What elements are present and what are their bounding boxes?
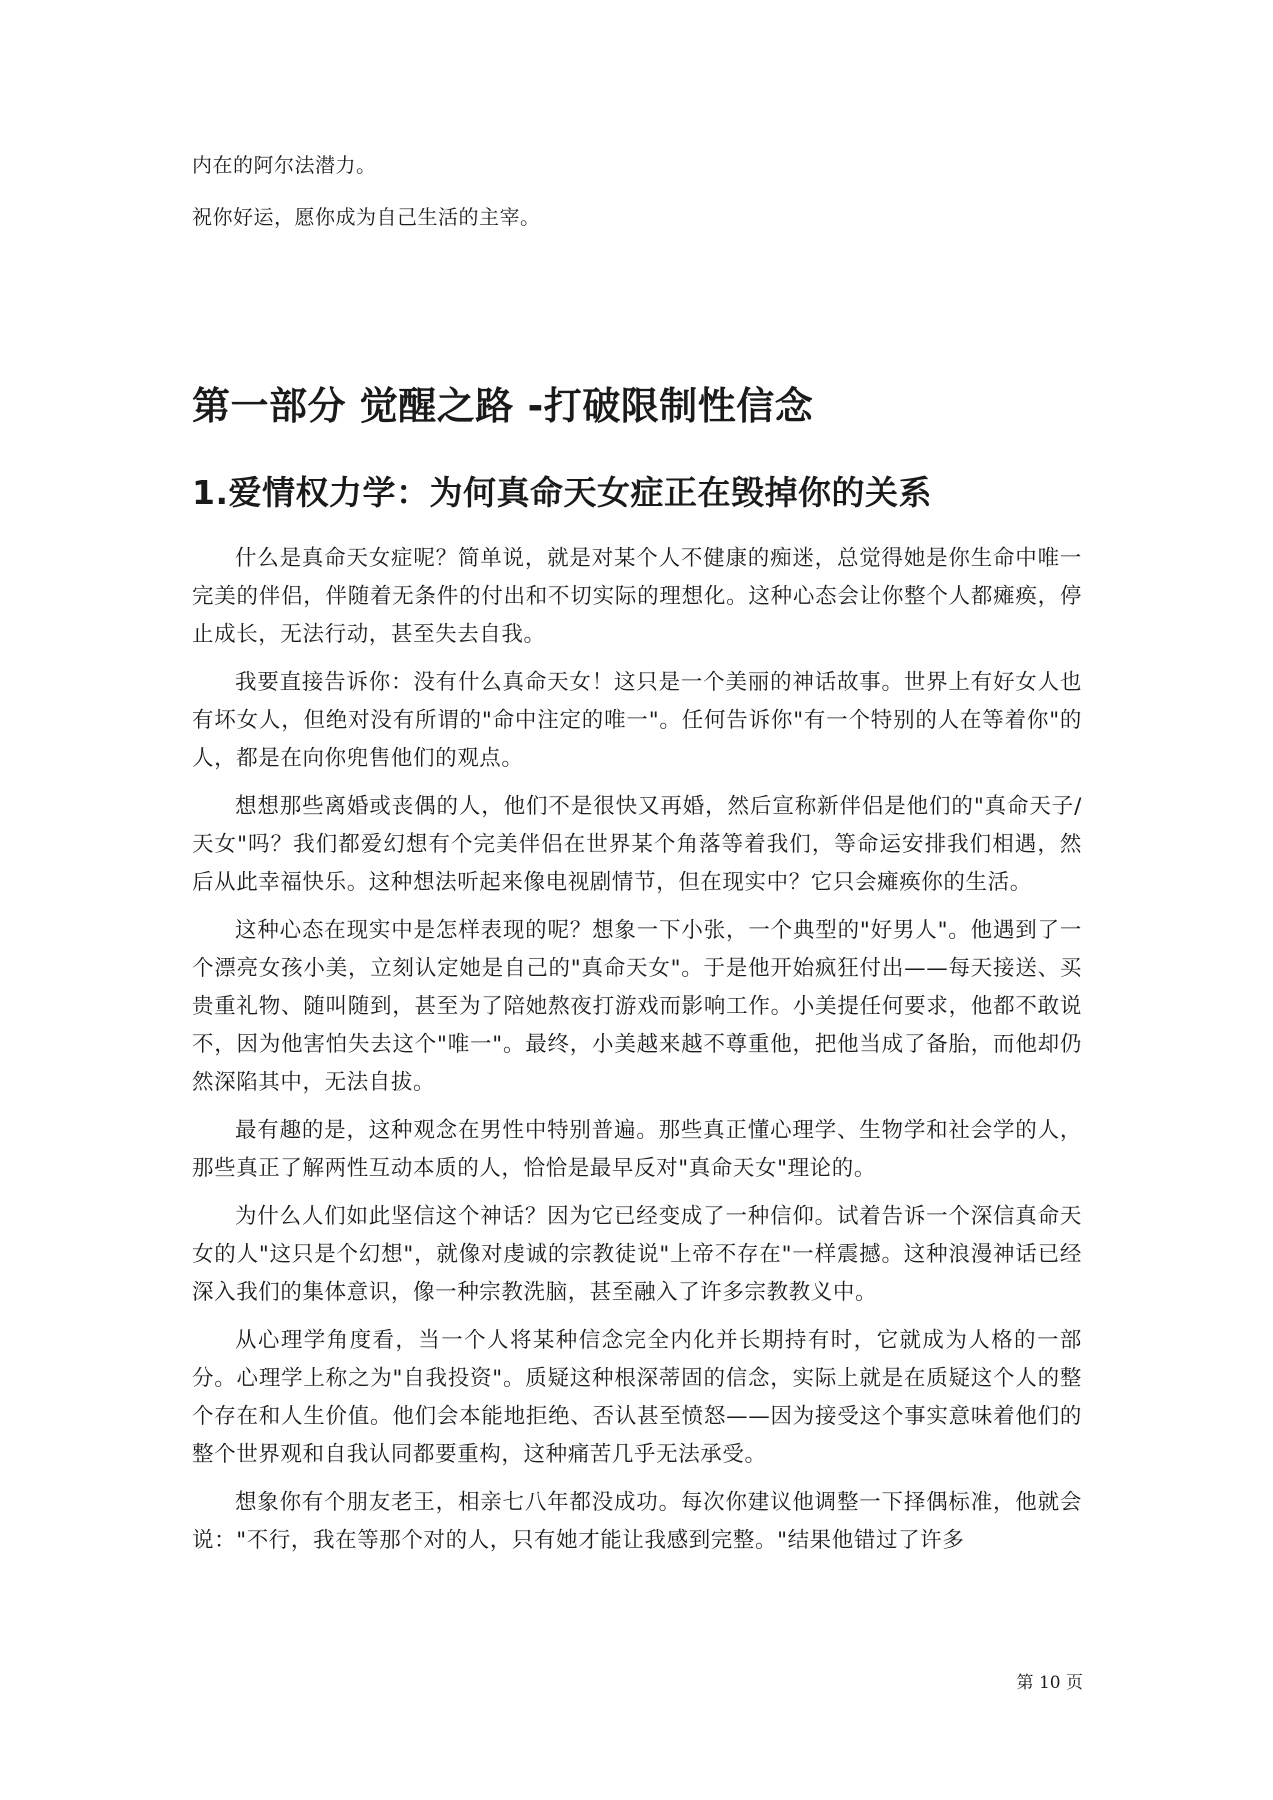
body-paragraph: 从心理学角度看，当一个人将某种信念完全内化并长期持有时，它就成为人格的一部分。心理学上称之为"自我投资"。质疑这种根深蒂固的信念，实际上就是在质疑这个人的整个存在和人生价值。他们会本能地拒绝、否认甚至愤怒——因为接受这个事实意味着他们的整个世界观和自我认同都要重构，这种痛苦几乎无法承受。 [192,1328,1082,1467]
part-title: 第一部分 觉醒之路 -打破限制性信念 [192,384,814,428]
page-content [192,150,1082,1570]
page-number: 第 10 页 [1016,1673,1083,1693]
body-paragraph: 我要直接告诉你：没有什么真命天女！这只是一个美丽的神话故事。世界上有好女人也有坏女人，但绝对没有所谓的"命中注定的唯一"。任何告诉你"有一个特别的人在等着你"的人，都是在向你兜售他们的观点。 [192,670,1082,771]
body-paragraph: 为什么人们如此坚信这个神话？因为它已经变成了一种信仰。试着告诉一个深信真命天女的人"这只是个幻想"，就像对虔诚的宗教徒说"上帝不存在"一样震撼。这种浪漫神话已经深入我们的集体意识，像一种宗教洗脑，甚至融入了许多宗教教义中。 [192,1204,1082,1305]
body-paragraph: 什么是真命天女症呢？简单说，就是对某个人不健康的痴迷，总觉得她是你生命中唯一完美的伴侣，伴随着无条件的付出和不切实际的理想化。这种心态会让你整个人都瘫痪，停止成长，无法行动，甚至失去自我。 [192,546,1082,647]
body-paragraph: 这种心态在现实中是怎样表现的呢？想象一下小张，一个典型的"好男人"。他遇到了一个漂亮女孩小美，立刻认定她是自己的"真命天女"。于是他开始疯狂付出——每天接送、买贵重礼物、随叫随到，甚至为了陪她熬夜打游戏而影响工作。小美提任何要求，他都不敢说不，因为他害怕失去这个"唯一"。最终，小美越来越不尊重他，把他当成了备胎，而他却仍然深陷其中，无法自拔。 [192,918,1082,1095]
body-paragraph: 想象你有个朋友老王，相亲七八年都没成功。每次你建议他调整一下择偶标准，他就会说："不行，我在等那个对的人，只有她才能让我感到完整。"结果他错过了许多 [192,1490,1082,1553]
body-paragraph: 想想那些离婚或丧偶的人，他们不是很快又再婚，然后宣称新伴侣是他们的"真命天子/天女"吗？我们都爱幻想有个完美伴侣在世界某个角落等着我们，等命运安排我们相遇，然后从此幸福快乐。这种想法听起来像电视剧情节，但在现实中？它只会瘫痪你的生活。 [192,794,1082,895]
body-paragraph: 最有趣的是，这种观念在男性中特别普遍。那些真正懂心理学、生物学和社会学的人，那些真正了解两性互动本质的人，恰恰是最早反对"真命天女"理论的。 [192,1118,1082,1181]
intro-line: 祝你好运，愿你成为自己生活的主宰。 [192,205,541,229]
chapter-title: 1.爱情权力学：为何真命天女症正在毁掉你的关系 [192,473,932,512]
intro-line: 内在的阿尔法潜力。 [192,153,377,177]
